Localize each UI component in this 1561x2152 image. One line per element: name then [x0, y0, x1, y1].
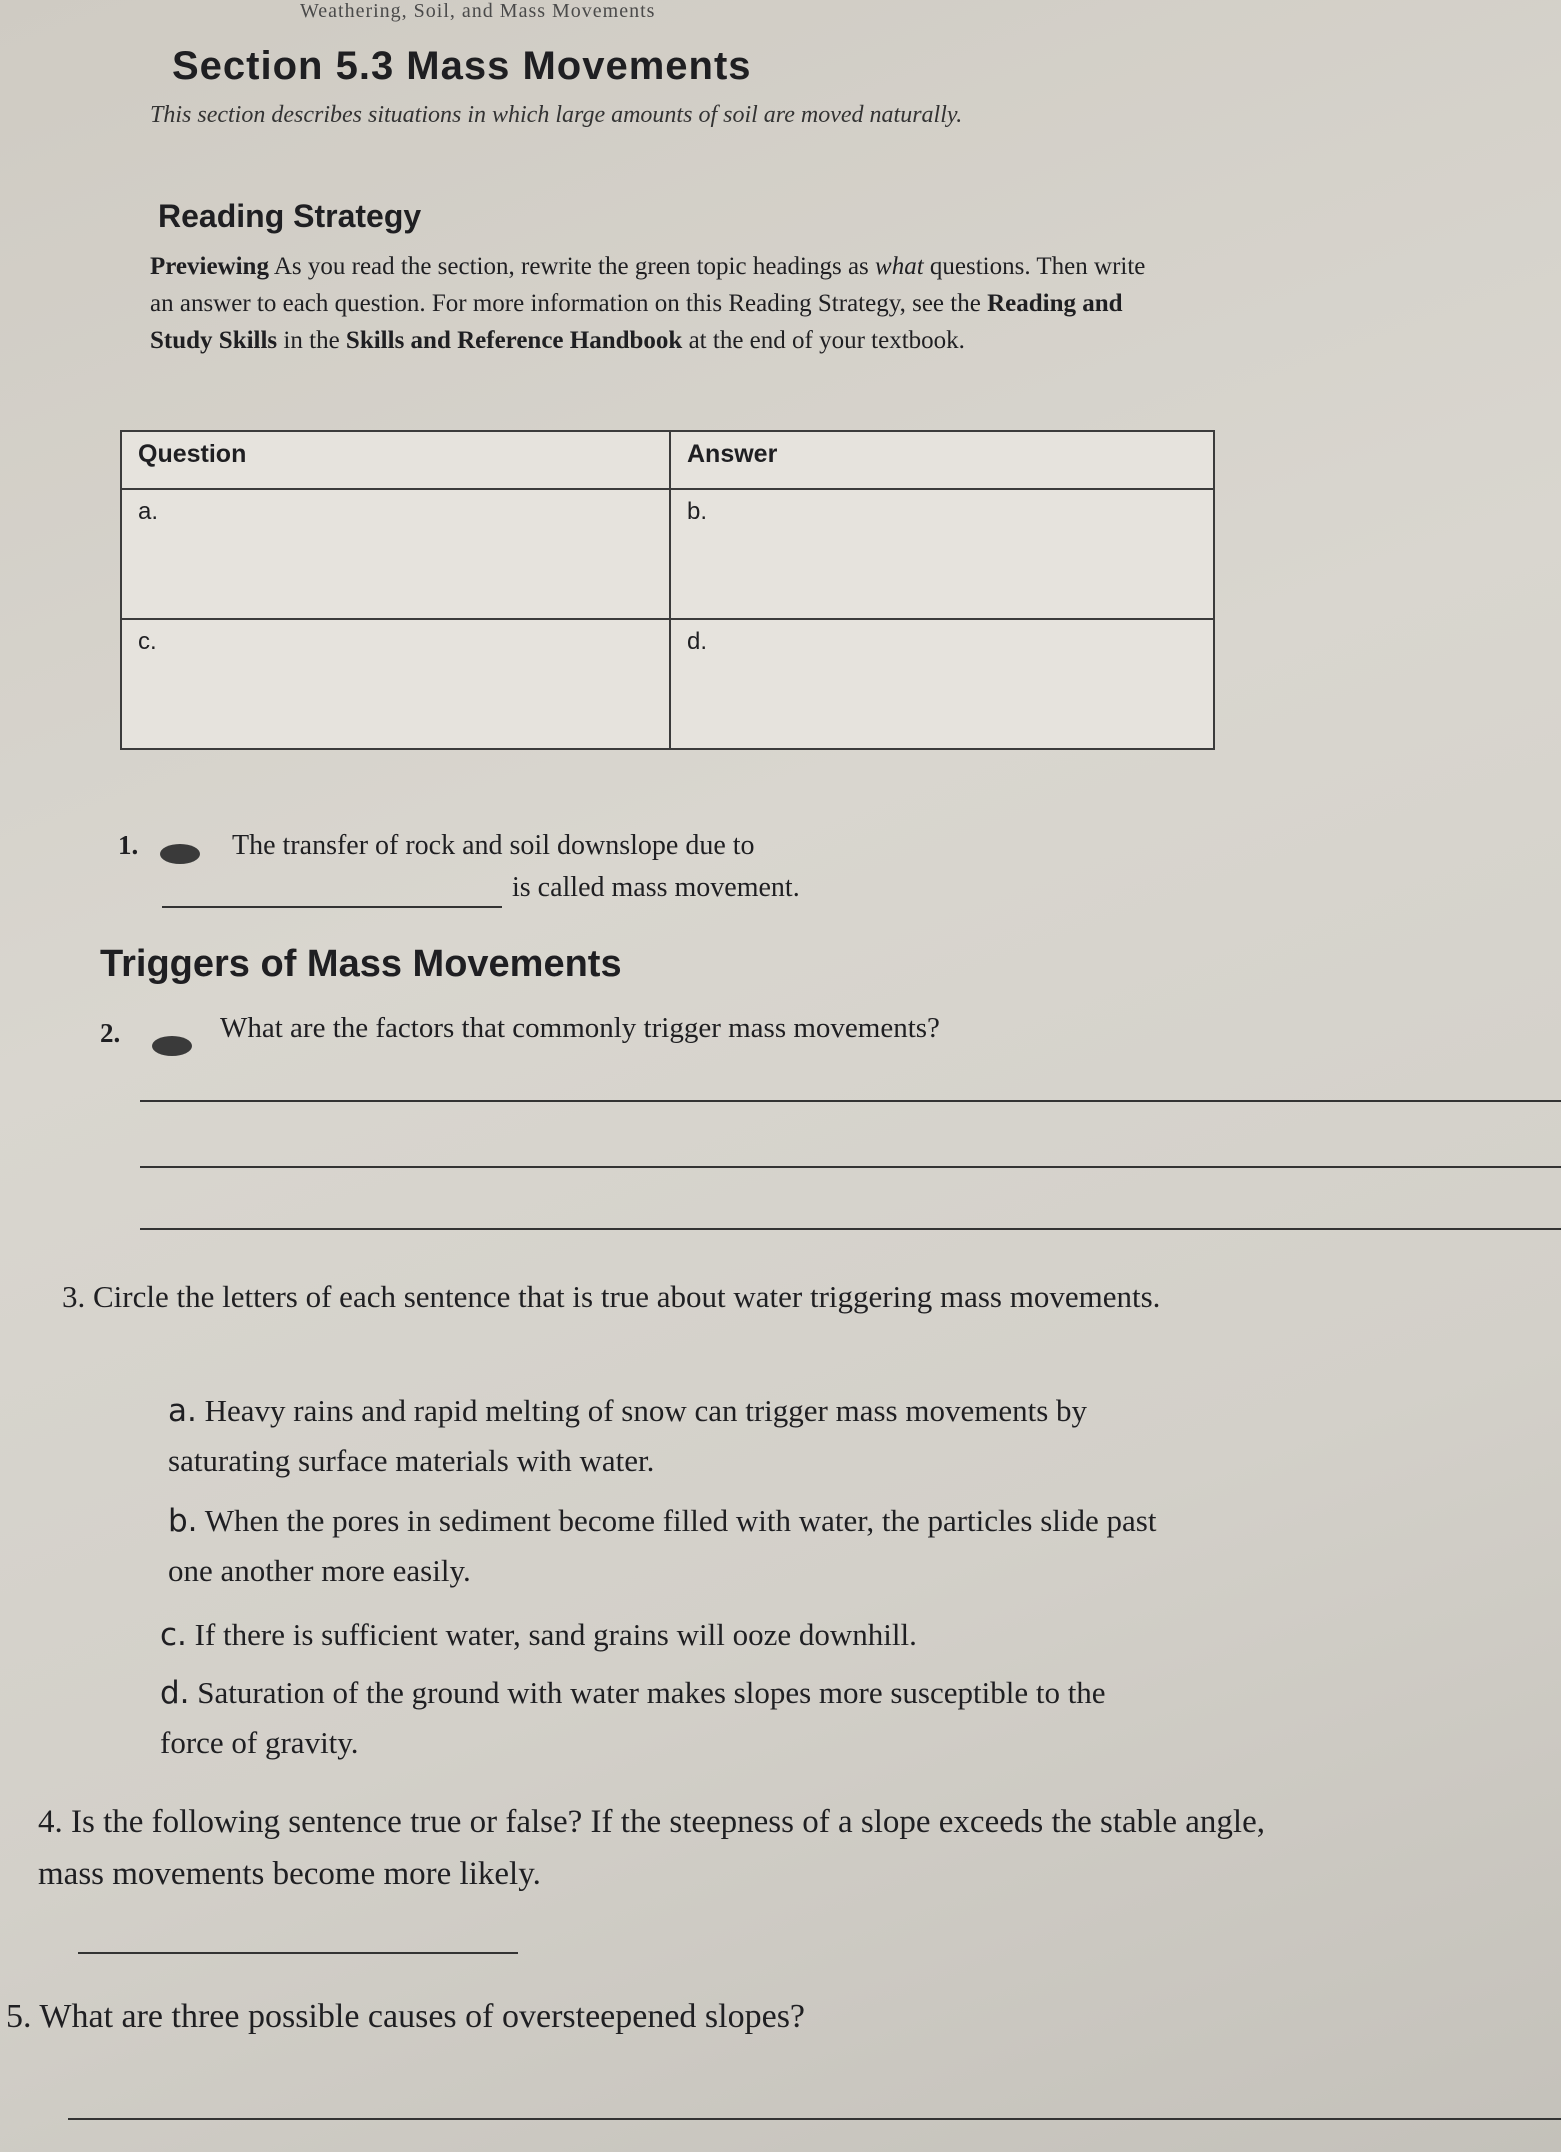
- q3-option-b-letter[interactable]: b.: [168, 1503, 198, 1539]
- strategy-bold-2: Skills and Reference Handbook: [345, 327, 683, 354]
- key-concept-icon: [160, 844, 200, 864]
- q3-option-c[interactable]: [160, 1610, 1260, 1660]
- q3-option-c-text: If there is sufficient water, sand grains will ooze downhill.: [186, 1617, 917, 1652]
- key-concept-icon: [152, 1036, 192, 1056]
- q1-text-tail: is called mass movement.: [512, 872, 800, 903]
- q2-text: What are the factors that commonly trigger mass movements?: [220, 1012, 940, 1044]
- section-title: Section 5.3 Mass Movements: [172, 44, 752, 88]
- q3-option-a[interactable]: [168, 1386, 1168, 1486]
- q1-answer-blank[interactable]: [162, 906, 502, 908]
- q4-text: 4. Is the following sentence true or false? If the steepness of a slope exceeds the stable angle, mass movements become more likely.: [38, 1804, 1265, 1892]
- table-header-row: [121, 431, 1214, 489]
- q3-option-d[interactable]: [160, 1668, 1160, 1768]
- question-answer-table: [120, 430, 1215, 750]
- table-cell-c[interactable]: c.: [121, 619, 670, 749]
- strategy-text-1: As you read the section, rewrite the green topic headings as: [268, 253, 876, 280]
- q1-number: 1.: [118, 830, 139, 860]
- table-header-question: Question: [121, 431, 670, 489]
- table-row: [121, 619, 1214, 749]
- q3-option-a-text: Heavy rains and rapid melting of snow can trigger mass movements by saturating surface materials with water.: [168, 1393, 1088, 1478]
- strategy-text-2: questions. Then write an answer to each question. For more information on this Reading Strategy, see the: [150, 253, 1146, 317]
- q3-option-b-text: When the pores in sediment become filled with water, the particles slide past one another more easily.: [168, 1503, 1157, 1588]
- table-cell-a[interactable]: a.: [121, 489, 670, 619]
- triggers-heading: Triggers of Mass Movements: [100, 943, 622, 985]
- q5-text: 5. What are three possible causes of oversteepened slopes?: [6, 1998, 806, 2035]
- table-cell-b[interactable]: b.: [670, 489, 1214, 619]
- q4-answer-blank[interactable]: [78, 1952, 518, 1954]
- reading-strategy-heading: Reading Strategy: [158, 198, 422, 234]
- q3-option-d-text: Saturation of the ground with water makes slopes more susceptible to the force of gravity.: [160, 1675, 1106, 1760]
- table-header-answer: Answer: [670, 431, 1214, 489]
- q2-answer-line-2[interactable]: [140, 1166, 1561, 1168]
- reading-strategy-text: [150, 248, 1160, 359]
- q1-text: The transfer of rock and soil downslope due to: [232, 830, 755, 861]
- q2-answer-line-1[interactable]: [140, 1100, 1561, 1102]
- q3-option-b[interactable]: [168, 1496, 1168, 1596]
- table-row: [121, 489, 1214, 619]
- q5-answer-line[interactable]: [68, 2118, 1561, 2120]
- q3-option-a-letter[interactable]: a.: [168, 1393, 197, 1429]
- strategy-text-what: what: [875, 253, 924, 280]
- q3-text: 3. Circle the letters of each sentence that is true about water triggering mass movements.: [62, 1279, 1161, 1314]
- q3-option-c-letter[interactable]: c.: [160, 1617, 187, 1653]
- strategy-lead: Previewing: [150, 253, 269, 280]
- section-intro: This section describes situations in which large amounts of soil are moved naturally.: [150, 102, 963, 128]
- strategy-text-3: in the: [277, 327, 346, 354]
- strategy-text-4: at the end of your textbook.: [682, 327, 965, 354]
- q2-answer-line-3[interactable]: [140, 1228, 1561, 1230]
- table-cell-d[interactable]: d.: [670, 619, 1214, 749]
- q2-number: 2.: [100, 1018, 121, 1048]
- strategy-bold-1: Reading and Study Skills: [150, 290, 1123, 354]
- running-header: Weathering, Soil, and Mass Movements: [300, 0, 656, 22]
- q3-option-d-letter[interactable]: d.: [160, 1675, 190, 1711]
